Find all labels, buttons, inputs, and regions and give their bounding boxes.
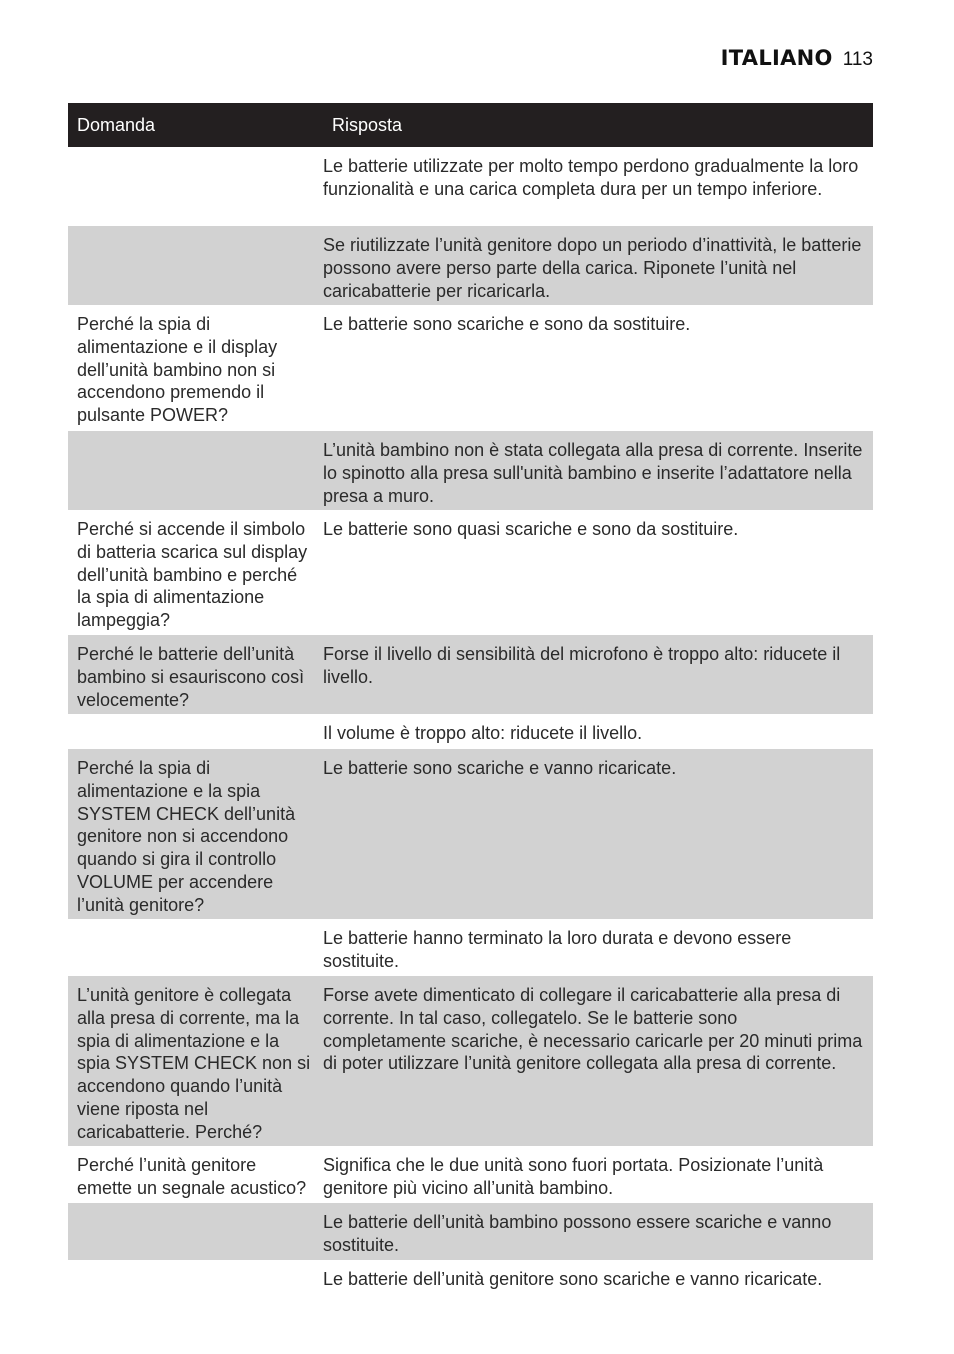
question-cell: Perché l’unità genitore emette un segnale acustico? xyxy=(77,1155,307,1198)
question-cell xyxy=(68,927,314,976)
table-row xyxy=(68,919,873,976)
answer-cell: Il volume è troppo alto: riducete il livello. xyxy=(323,723,643,743)
question-cell xyxy=(68,722,314,749)
answer-cell: Le batterie dell’unità bambino possono essere scariche e vanno sostituite. xyxy=(323,1212,832,1255)
question-cell xyxy=(68,155,314,226)
question-cell xyxy=(68,234,314,305)
question-cell: L’unità genitore è collegata alla presa di corrente, ma la spia di alimentazione e la spia SYSTEM CHECK non si accendono quando l’unità viene riposta nel caricabatterie. Perché? xyxy=(77,985,311,1142)
language-label: ITALIANO xyxy=(720,46,833,70)
table-row xyxy=(68,976,873,1146)
table-row xyxy=(68,1260,873,1300)
column-header-answer: Risposta xyxy=(332,114,403,135)
table-row xyxy=(68,635,873,714)
answer-cell: Le batterie dell’unità genitore sono scariche e vanno ricaricate. xyxy=(323,1269,823,1289)
table-row xyxy=(68,431,873,510)
answer-cell: Le batterie sono quasi scariche e sono da sostituire. xyxy=(323,519,739,539)
table-row xyxy=(68,1203,873,1260)
answer-cell: Forse avete dimenticato di collegare il caricabatterie alla presa di corrente. In tal caso, collegatelo. Se le batterie sono completamente scariche, è necessario caricarle per 20 minuti prima di poter utilizzare l’unità genitore collegata alla presa di corrente. xyxy=(323,985,863,1074)
answer-cell: Le batterie sono scariche e vanno ricaricate. xyxy=(323,758,677,778)
answer-cell: Forse il livello di sensibilità del microfono è troppo alto: riducete il livello. xyxy=(323,644,841,687)
question-cell xyxy=(68,1268,314,1300)
table-row xyxy=(68,226,873,305)
question-cell xyxy=(68,1211,314,1260)
answer-cell: Le batterie hanno terminato la loro durata e devono essere sostituite. xyxy=(323,928,792,971)
table-row xyxy=(68,1146,873,1203)
question-cell: Perché si accende il simbolo di batteria scarica sul display dell’unità bambino e perché la spia di alimentazione lampeggia? xyxy=(77,519,308,631)
question-cell: Perché la spia di alimentazione e il display dell’unità bambino non si accendono premendo il pulsante POWER? xyxy=(77,314,278,426)
table-row xyxy=(68,714,873,749)
table-row xyxy=(68,147,873,226)
table-header xyxy=(68,103,873,147)
answer-cell: Le batterie sono scariche e sono da sostituire. xyxy=(323,314,691,334)
answer-cell: Significa che le due unità sono fuori portata. Posizionate l’unità genitore più vicino all’unità bambino. xyxy=(323,1155,824,1198)
troubleshooting-table xyxy=(68,103,873,1300)
answer-cell: Se riutilizzate l’unità genitore dopo un periodo d’inattività, le batterie possono avere perso parte della carica. Riponete l’unità nel caricabatterie per ricaricarla. xyxy=(323,235,862,301)
answer-cell: Le batterie utilizzate per molto tempo perdono gradualmente la loro funzionalità e una carica completa dura per un tempo inferiore. xyxy=(323,156,859,199)
page-number: 113 xyxy=(842,49,873,70)
table-row xyxy=(68,510,873,635)
answer-cell: L’unità bambino non è stata collegata alla presa di corrente. Inserite lo spinotto alla presa sull'unità bambino e inserite l’adattatore nella presa a muro. xyxy=(323,440,863,506)
page-header xyxy=(721,46,873,76)
question-cell: Perché le batterie dell’unità bambino si esauriscono così velocemente? xyxy=(77,644,305,710)
question-cell xyxy=(68,439,314,510)
column-header-question: Domanda xyxy=(77,114,156,135)
table-row xyxy=(68,749,873,919)
question-cell: Perché la spia di alimentazione e la spia SYSTEM CHECK dell’unità genitore non si accendono quando si gira il controllo VOLUME per accendere l’unità genitore? xyxy=(77,758,296,915)
table-row xyxy=(68,305,873,431)
